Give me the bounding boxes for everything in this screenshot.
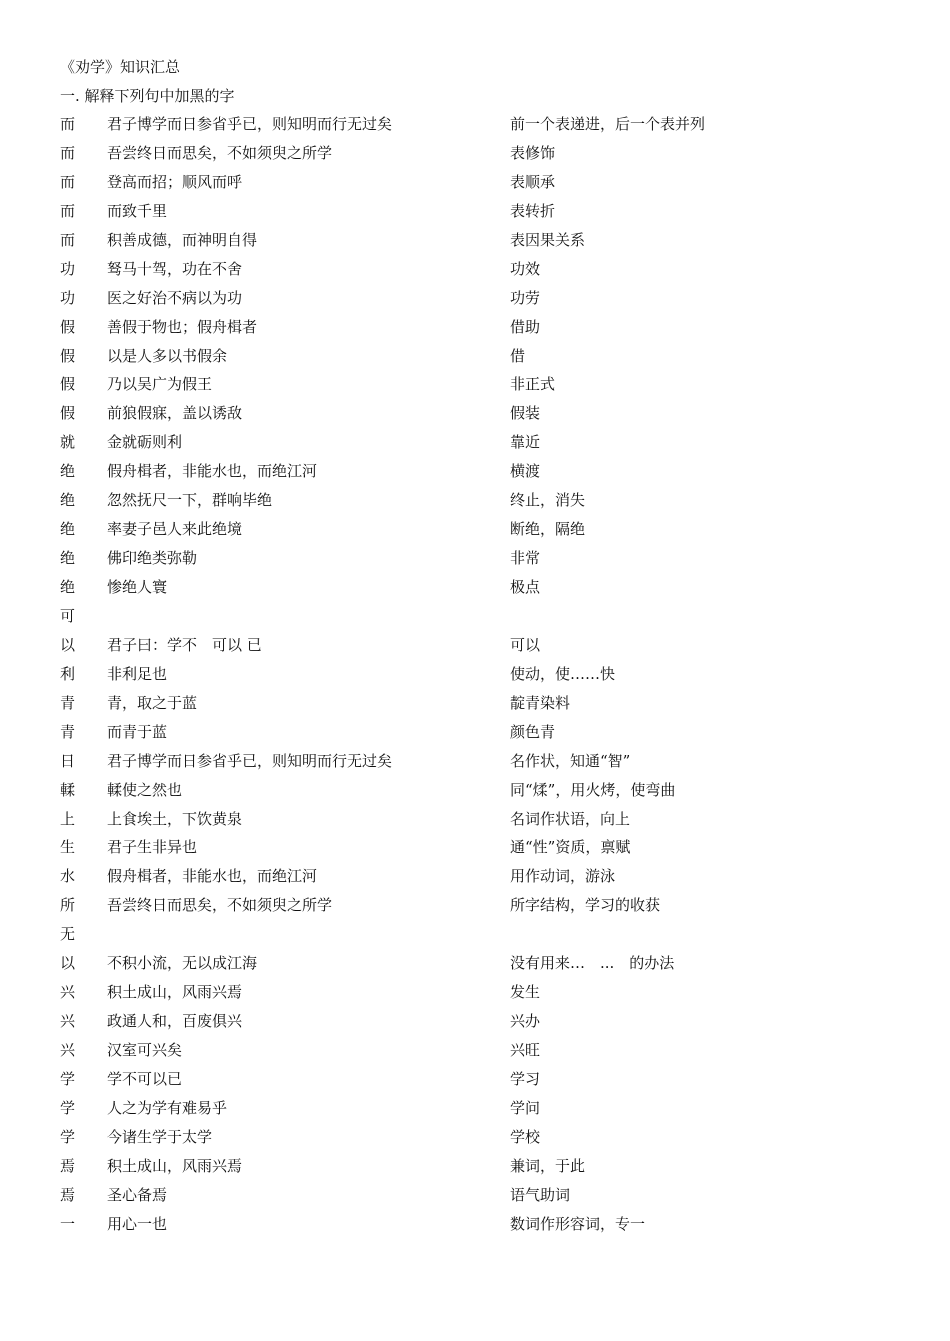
term-meaning: 靛青染料 xyxy=(510,693,571,712)
example-sentence: 今诸生学于太学 xyxy=(107,1127,213,1146)
example-sentence: 君子曰：学不 可以 已 xyxy=(107,635,262,654)
list-item xyxy=(60,1069,920,1098)
term-meaning: 发生 xyxy=(510,983,541,1002)
term-meaning: 兴办 xyxy=(510,1012,541,1031)
term-character: 利 xyxy=(60,664,76,683)
example-sentence: 君子博学而日参省乎已，则知明而行无过矣 xyxy=(107,751,393,770)
list-item xyxy=(60,288,920,317)
term-character: 兴 xyxy=(60,1012,76,1031)
example-sentence: 惨绝人寰 xyxy=(107,578,168,596)
example-sentence: 医之好治不病以为功 xyxy=(107,288,243,307)
term-meaning: 同“煣”，用火烤，使弯曲 xyxy=(510,780,676,799)
list-item xyxy=(60,722,920,751)
example-sentence: 非利足也 xyxy=(107,664,168,683)
term-character: 焉 xyxy=(60,1156,76,1175)
term-meaning: 表修饰 xyxy=(510,143,556,162)
term-character: 而 xyxy=(60,143,76,162)
term-character: 学 xyxy=(60,1127,76,1146)
term-meaning: 名词作状语，向上 xyxy=(510,809,631,828)
term-character: 兴 xyxy=(60,983,76,1002)
term-meaning: 表顺承 xyxy=(510,172,556,191)
term-meaning: 颜色青 xyxy=(510,722,556,741)
term-character: 绝 xyxy=(60,462,76,481)
term-meaning: 数词作形容词，专一 xyxy=(510,1214,646,1233)
list-item xyxy=(60,201,920,230)
term-meaning: 通“性”资质，禀赋 xyxy=(510,838,631,857)
example-sentence: 君子博学而日参省乎已，则知明而行无过矣 xyxy=(107,115,393,133)
list-item xyxy=(60,982,920,1011)
term-character: 焉 xyxy=(60,1185,76,1204)
term-meaning: 学习 xyxy=(510,1069,541,1088)
list-item xyxy=(60,519,920,548)
example-sentence: 用心一也 xyxy=(107,1214,168,1233)
term-meaning: 非常 xyxy=(510,549,541,568)
example-sentence: 积土成山，风雨兴焉 xyxy=(107,1156,243,1175)
term-character: 可 xyxy=(60,606,76,625)
term-meaning: 用作动词，游泳 xyxy=(510,867,616,886)
term-character: 而 xyxy=(60,172,76,191)
document-title: 《劝学》知识汇总 xyxy=(60,58,181,76)
term-meaning: 功劳 xyxy=(510,288,541,307)
term-meaning: 靠近 xyxy=(510,433,541,452)
example-sentence: 驽马十驾，功在不舍 xyxy=(107,259,243,278)
term-meaning: 终止，消失 xyxy=(510,491,586,510)
list-item xyxy=(60,924,920,953)
example-sentence: 不积小流，无以成江海 xyxy=(107,954,258,973)
example-sentence: 假舟楫者，非能水也，而绝江河 xyxy=(107,462,318,481)
list-item xyxy=(60,577,920,606)
list-item xyxy=(60,346,920,375)
example-sentence: 假舟楫者，非能水也，而绝江河 xyxy=(107,867,318,886)
list-item xyxy=(60,1185,920,1214)
term-character: 无 xyxy=(60,925,76,944)
term-meaning: 功效 xyxy=(510,259,541,278)
example-sentence: 吾尝终日而思矣，不如须臾之所学 xyxy=(107,143,333,162)
term-meaning: 横渡 xyxy=(510,462,541,481)
list-item xyxy=(60,780,920,809)
term-meaning: 语气助词 xyxy=(510,1185,571,1204)
list-item xyxy=(60,1214,920,1243)
example-sentence: 吾尝终日而思矣，不如须臾之所学 xyxy=(107,896,333,915)
list-item xyxy=(60,953,920,982)
example-sentence: 登高而招；顺风而呼 xyxy=(107,172,243,191)
term-character: 绝 xyxy=(60,549,76,568)
example-sentence: 輮使之然也 xyxy=(107,780,183,799)
list-item xyxy=(60,403,920,432)
list-item xyxy=(60,230,920,259)
term-meaning: 使动，使……快 xyxy=(510,664,616,683)
list-item xyxy=(60,259,920,288)
term-character: 水 xyxy=(60,867,76,886)
example-sentence: 忽然抚尺一下，群响毕绝 xyxy=(107,491,273,510)
vocabulary-list xyxy=(60,114,920,1243)
term-character: 功 xyxy=(60,259,76,278)
term-meaning: 学问 xyxy=(510,1098,541,1117)
term-character: 所 xyxy=(60,896,76,915)
example-sentence: 以是人多以书假余 xyxy=(107,346,228,365)
example-sentence: 圣心备焉 xyxy=(107,1185,168,1204)
term-character: 生 xyxy=(60,838,76,857)
term-character: 假 xyxy=(60,317,76,336)
example-sentence: 佛印绝类弥勒 xyxy=(107,549,198,568)
term-character: 上 xyxy=(60,809,76,828)
list-item xyxy=(60,143,920,172)
term-meaning: 假装 xyxy=(510,404,541,423)
term-meaning: 兼词，于此 xyxy=(510,1156,586,1175)
term-meaning: 极点 xyxy=(510,578,541,596)
term-meaning: 可以 xyxy=(510,635,541,654)
term-character: 而 xyxy=(60,201,76,220)
example-sentence: 政通人和，百废俱兴 xyxy=(107,1012,243,1031)
term-character: 日 xyxy=(60,751,76,770)
list-item xyxy=(60,548,920,577)
term-character: 青 xyxy=(60,722,76,741)
example-sentence: 积土成山，风雨兴焉 xyxy=(107,983,243,1002)
term-character: 青 xyxy=(60,693,76,712)
example-sentence: 乃以吴广为假王 xyxy=(107,375,213,394)
list-item xyxy=(60,1127,920,1156)
example-sentence: 金就砺则利 xyxy=(107,433,183,452)
term-character: 以 xyxy=(60,954,76,973)
term-meaning: 名作状，知通“智” xyxy=(510,751,631,770)
term-meaning: 学校 xyxy=(510,1127,541,1146)
list-item xyxy=(60,606,920,635)
example-sentence: 而致千里 xyxy=(107,201,168,220)
list-item xyxy=(60,866,920,895)
term-character: 一 xyxy=(60,1214,76,1233)
term-character: 而 xyxy=(60,115,76,133)
term-meaning: 借 xyxy=(510,346,526,365)
list-item xyxy=(60,1011,920,1040)
example-sentence: 率妻子邑人来此绝境 xyxy=(107,520,243,539)
term-meaning: 前一个表递进，后一个表并列 xyxy=(510,115,706,133)
example-sentence: 学不可以已 xyxy=(107,1069,183,1088)
list-item xyxy=(60,809,920,838)
example-sentence: 积善成德，而神明自得 xyxy=(107,230,258,249)
list-item xyxy=(60,490,920,519)
list-item xyxy=(60,895,920,924)
list-item xyxy=(60,1098,920,1127)
term-meaning: 没有用来… ... 的办法 xyxy=(510,954,675,973)
term-meaning: 表转折 xyxy=(510,201,556,220)
example-sentence: 青，取之于蓝 xyxy=(107,693,198,712)
term-character: 假 xyxy=(60,375,76,394)
list-item xyxy=(60,317,920,346)
term-character: 绝 xyxy=(60,520,76,539)
example-sentence: 上食埃土，下饮黄泉 xyxy=(107,809,243,828)
example-sentence: 而青于蓝 xyxy=(107,722,168,741)
term-meaning: 兴旺 xyxy=(510,1041,541,1059)
list-item xyxy=(60,374,920,403)
term-character: 学 xyxy=(60,1069,76,1088)
term-meaning: 表因果关系 xyxy=(510,230,586,249)
term-meaning: 断绝，隔绝 xyxy=(510,520,586,539)
list-item xyxy=(60,635,920,664)
term-character: 而 xyxy=(60,230,76,249)
term-character: 假 xyxy=(60,404,76,423)
list-item xyxy=(60,693,920,722)
list-item xyxy=(60,1156,920,1185)
term-character: 兴 xyxy=(60,1041,76,1059)
list-item xyxy=(60,461,920,490)
term-character: 就 xyxy=(60,433,76,452)
term-meaning: 借助 xyxy=(510,317,541,336)
term-character: 以 xyxy=(60,635,76,654)
example-sentence: 君子生非异也 xyxy=(107,838,198,857)
list-item xyxy=(60,172,920,201)
example-sentence: 善假于物也；假舟楫者 xyxy=(107,317,258,336)
example-sentence: 汉室可兴矣 xyxy=(107,1041,183,1059)
example-sentence: 前狼假寐，盖以诱敌 xyxy=(107,404,243,423)
term-character: 绝 xyxy=(60,578,76,596)
example-sentence: 人之为学有难易乎 xyxy=(107,1098,228,1117)
list-item xyxy=(60,751,920,780)
list-item xyxy=(60,114,920,143)
section-heading: 一. 解释下列句中加黑的字 xyxy=(60,87,235,105)
list-item xyxy=(60,664,920,693)
term-character: 绝 xyxy=(60,491,76,510)
list-item xyxy=(60,837,920,866)
term-character: 学 xyxy=(60,1098,76,1117)
list-item xyxy=(60,1040,920,1069)
term-character: 輮 xyxy=(60,780,76,799)
list-item xyxy=(60,432,920,461)
term-meaning: 非正式 xyxy=(510,375,556,394)
term-character: 假 xyxy=(60,346,76,365)
term-meaning: 所字结构，学习的收获 xyxy=(510,896,661,915)
term-character: 功 xyxy=(60,288,76,307)
